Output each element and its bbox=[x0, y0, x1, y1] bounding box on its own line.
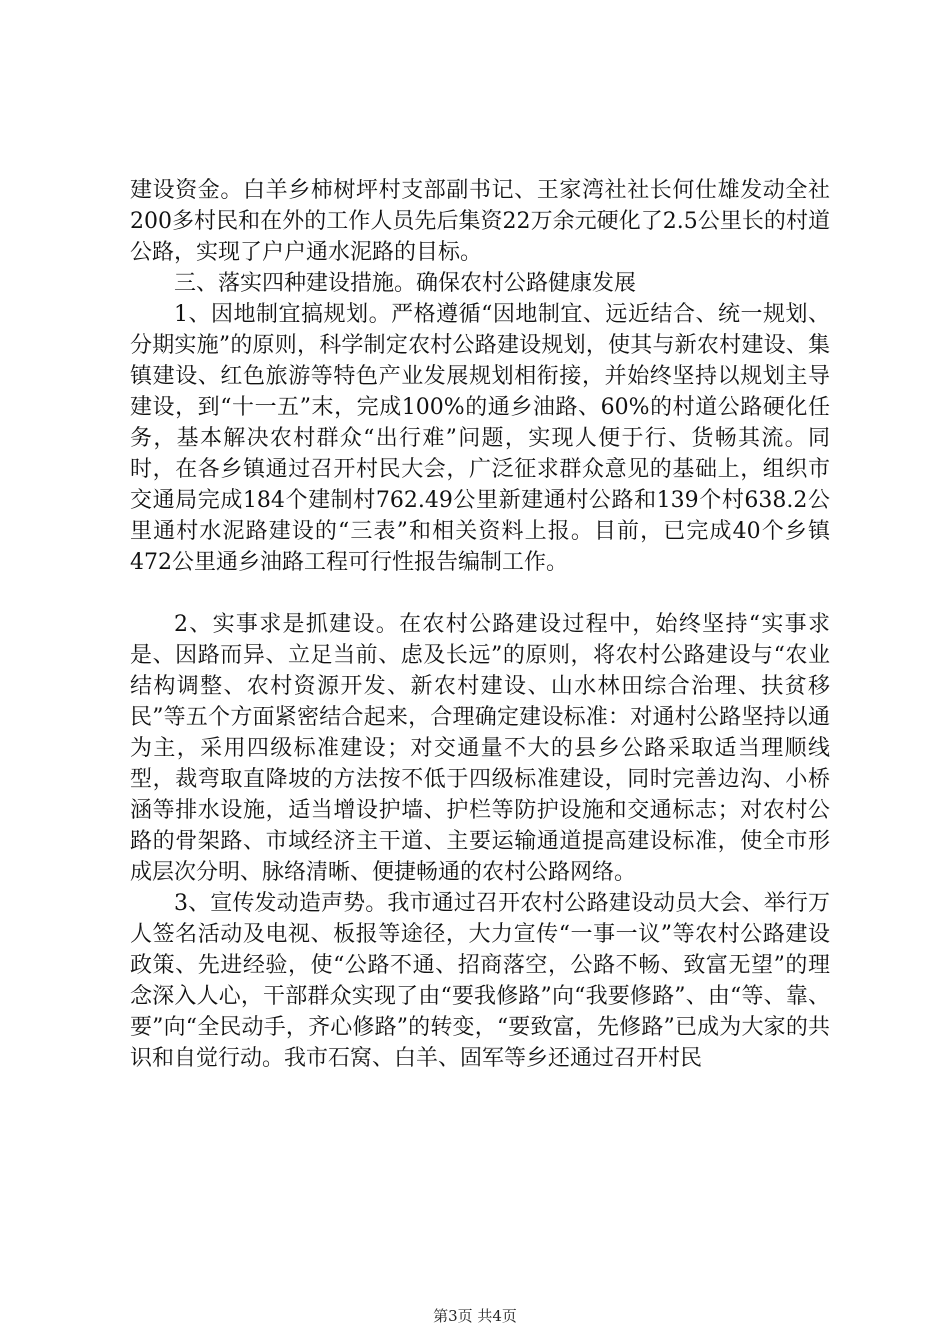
document-body bbox=[130, 175, 830, 1074]
paragraph-continued: 建设资金。白羊乡柿树坪村支部副书记、王家湾社社长何仕雄发动全社200多村民和在外的工作人员先后集资22万余元硬化了2.5公里长的村道公路，实现了户户通水泥路的目标。 bbox=[130, 178, 830, 265]
paragraph-planning: 1、因地制宜搞规划。严格遵循“因地制宜、远近结合、统一规划、分期实施”的原则，科学制定农村公路建设规划，使其与新农村建设、集镇建设、红色旅游等特色产业发展规划相衔接，并始终坚持以规划主导建设，到“十一五”末，完成100%的通乡油路、60%的村道公路硬化任务，基本解决农村群众“出行难”问题，实现人便于行、货畅其流。同时，在各乡镇通过召开村民大会，广泛征求群众意见的基础上，组织市交通局完成184个建制村762.49公里新建通村公路和139个村638.2公里通村水泥路建设的“三表”和相关资料上报。目前，已完成40个乡镇472公里通乡油路工程可行性报告编制工作。 bbox=[130, 302, 830, 575]
paragraph-construction: 2、实事求是抓建设。在农村公路建设过程中，始终坚持“实事求是、因路而异、立足当前、虑及长远”的原则，将农村公路建设与“农业结构调整、农村资源开发、新农村建设、山水林田综合治理、扶贫移民”等五个方面紧密结合起来，合理确定建设标准：对通村公路坚持以通为主，采用四级标准建设；对交通量不大的县乡公路采取适当理顺线型，裁弯取直降坡的方法按不低于四级标准建设，同时完善边沟、小桥涵等排水设施，适当增设护墙、护栏等防护设施和交通标志；对农村公路的骨架路、市域经济主干道、主要运输通道提高建设标准，使全市形成层次分明、脉络清晰、便捷畅通的农村公路网络。 bbox=[130, 612, 830, 885]
page-footer: 第3页 共4页 bbox=[433, 1307, 517, 1325]
paragraph-gap bbox=[130, 578, 830, 609]
section-heading: 三、落实四种建设措施。确保农村公路健康发展 bbox=[174, 271, 637, 296]
paragraph-publicity: 3、宣传发动造声势。我市通过召开农村公路建设动员大会、举行万人签名活动及电视、板报等途径，大力宣传“一事一议”等农村公路建设政策、先进经验，使“公路不通、招商落空，公路不畅、致富无望”的理念深入人心，干部群众实现了由“要我修路”向“我要修路”、由“等、靠、要”向“全民动手，齐心修路”的转变，“要致富，先修路”已成为大家的共识和自觉行动。我市石窝、白羊、固军等乡还通过召开村民 bbox=[130, 891, 830, 1071]
